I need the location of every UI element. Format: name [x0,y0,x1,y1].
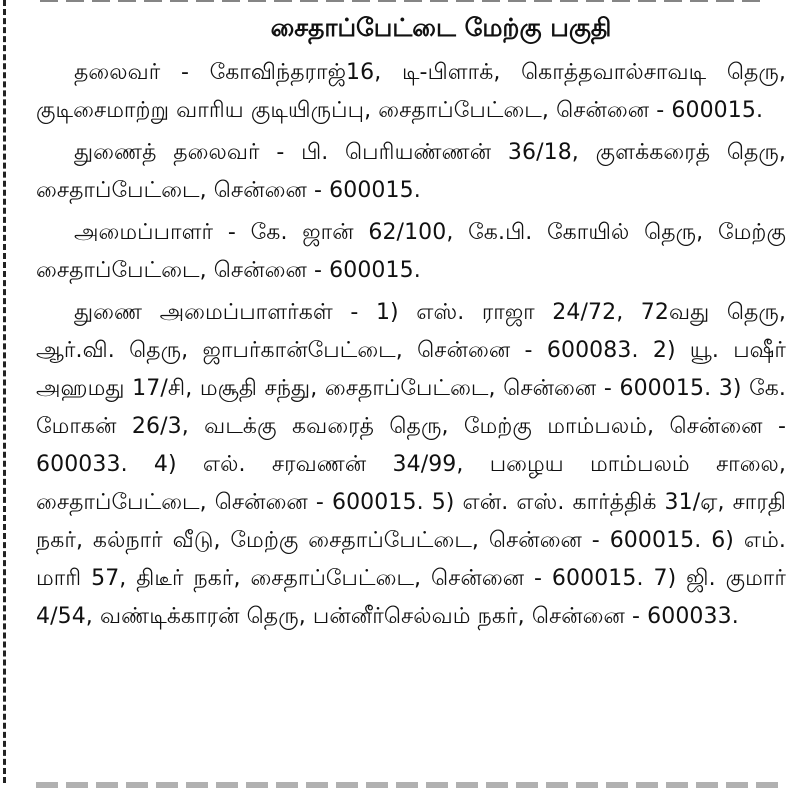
paragraph-deputy-organizers: துணை அமைப்பாளர்கள் - 1) எஸ். ராஜா 24/72, 72வது தெரு, ஆர்.வி. தெரு, ஜாபர்கான்பேட்டை, சென்னை - 600083. 2) யூ. பஷீர் அஹமது 17/சி, மசூதி சந்து, சைதாப்பேட்டை, சென்னை - 600015. 3) கே. மோகன் 26/3, வடக்கு கவரைத் தெரு, மேற்கு மாம்பலம், சென்னை - 600033. 4) எல். சரவணன் 34/99, பழைய மாம்பலம் சாலை, சைதாப்பேட்டை, சென்னை - 600015. 5) என். எஸ். கார்த்திக் 31/ஏ, சாரதி நகர், கல்நார் வீடு, மேற்கு சைதாப்பேட்டை, சென்னை - 600015. 6) எம். மாரி 57, திடீர் நகர், சைதாப்பேட்டை, சென்னை - 600015. 7) ஜி. குமார் 4/54, வண்டிக்காரன் தெரு, பன்னீர்செல்வம் நகர், சென்னை - 600033. [36,300,786,629]
clipped-text-bottom-edge [36,781,786,795]
section-headline: சைதாப்பேட்டை மேற்கு பகுதி [270,13,612,42]
clipped-text-top-edge [40,0,760,2]
paragraph-president: தலைவர் - கோவிந்தராஜ்16, டி-பிளாக், கொத்தவால்சாவடி தெரு, குடிசைமாற்று வாரிய குடியிருப்பு, சைதாப்பேட்டை, சென்னை - 600015. [36,60,786,123]
paragraph-organizer: அமைப்பாளர் - கே. ஜான் 62/100, கே.பி. கோயில் தெரு, மேற்கு சைதாப்பேட்டை, சென்னை - 600015. [36,220,786,283]
paragraph-vice-president: துணைத் தலைவர் - பி. பெரியண்ணன் 36/18, குளக்கரைத் தெரு, சைதாப்பேட்டை, சென்னை - 600015. [36,140,786,203]
news-clipping [36,8,786,640]
dashed-cut-border [3,0,6,783]
